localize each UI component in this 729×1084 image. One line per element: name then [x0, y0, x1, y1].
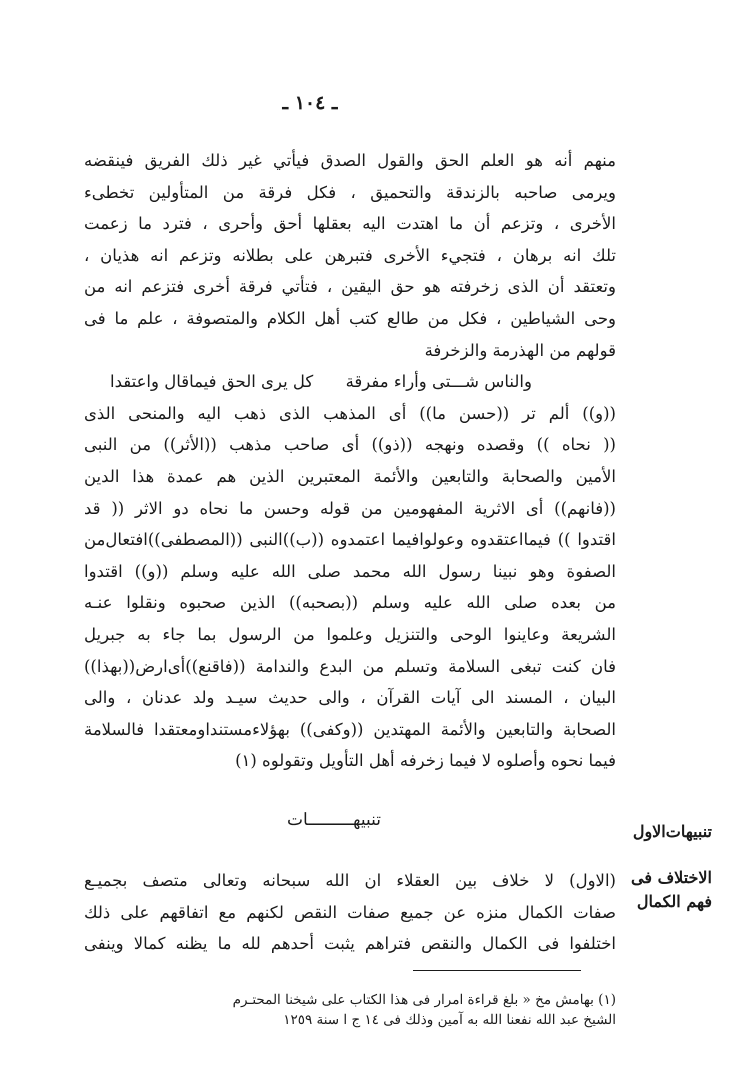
text-line: وحى الشياطين ، فكل من طالع كتب أهل الكلام والمتصوفة ، علم ما فى: [84, 308, 616, 328]
commentary-line: فان كنت تبغى السلامة وتسلم من البدع والندامة ((فاقنع))أى‌ارض((بهذا)): [84, 656, 616, 676]
commentary-line: فيما نحوه وأصلوه لا فيما زخرفه أهل التأويل وتقولوه (١): [235, 751, 616, 771]
text-line: صفات الكمال منزه عن جميع صفات النقص لكنهم مع اتفاقهم على ذلك: [84, 902, 616, 922]
footnote-divider: [413, 970, 581, 971]
main-text: [84, 145, 616, 777]
commentary-line: الأمين والصحابة والتابعين والأئمة المعتبرين الذين هم عمدة هذا الدين: [84, 466, 616, 486]
verse-line: [84, 366, 616, 398]
commentary-line: ((فانهم)) أى الاثرية المفهومين من قوله وحسن ما نحاه دو الاثر (( قد: [84, 498, 616, 518]
footnote: [84, 990, 616, 1030]
page-number: ـ ١٠٤ ـ: [282, 92, 338, 114]
section-heading: تنبيهـــــــــات: [287, 810, 381, 830]
text-line: منهم أنه هو العلم الحق والقول الصدق فيأتي غير ذلك الفريق فينقضه: [84, 151, 616, 170]
commentary-line: الصحابة والتابعين والأئمة المهتدين ((وكفى)) بهؤلاءمستنداومعتقدا فالسلامة: [84, 719, 616, 739]
text-line: ويرمى صاحبه بالزندقة والتحميق ، فكل فرقة من المتأولين تخطىء: [84, 182, 616, 202]
commentary-line: من بعده صلى الله عليه وسلم ((بصحبه)) الذين صحبوه ونقلوا عنـه: [84, 593, 616, 613]
text-line: (الاول) لا خلاف بين العقلاء ان الله سبحانه وتعالى متصف بجميـع: [84, 871, 616, 890]
margin-note-second: [612, 866, 712, 914]
margin-note-second-line: فهم الكمال: [636, 892, 712, 911]
verse-first-hemistich: والناس شـــتى وأراء مفرقة: [345, 372, 532, 392]
margin-note-first: تنبيهات‌الاول: [632, 822, 712, 841]
text-line: تلك انه برهان ، فتجيء الأخرى فتبرهن على بطلانه وتزعم انه هذيان ،: [84, 245, 616, 265]
second-text-block: [84, 865, 616, 960]
commentary-line: الصفوة وهو نبينا رسول الله محمد صلى الله عليه وسلم ((و)) اقتدوا: [84, 561, 616, 581]
text-line: وتعتقد أن الذى زخرفته هو حق اليقين ، فتأتي فرقة أخرى فتزعم انه من: [84, 277, 616, 297]
commentary-line: اقتدوا )) فيمااعتقدوه وعولوافيما اعتمدوه ((ب))النبى ((المصطفى))افتعال‌من: [84, 530, 616, 550]
commentary-line: الشريعة وعاينوا الوحى والتنزيل وعلموا من الرسول بما جاء به جبريل: [84, 624, 616, 644]
commentary-line: (( نحاه )) وقصده ونهجه ((ذو)) أى صاحب مذهب ((الأثر)) من النبى: [84, 435, 616, 455]
text-line: اختلفوا فى الكمال والنقص فتراهم يثبت أحدهم لله ما يظنه كمالا وينفى: [84, 934, 616, 954]
footnote-line: (١) بهامش مخ « بلغ قراءة امرار فى هذا الكتاب على شيخنا المحتـرم: [232, 992, 616, 1008]
footnote-line: الشيخ عبد الله نفعنا الله به آمين وذلك فى ١٤ ج ا سنة ١٢٥٩: [283, 1012, 616, 1028]
text-line: الأخرى ، وتزعم أن ما اهتدت اليه بعقلها أحق وأحرى ، فترد ما زعمت: [84, 214, 616, 234]
commentary-line: البيان ، المسند الى آيات القرآن ، والى حديث سيـد ولد عدنان ، والى: [84, 688, 616, 708]
verse-second-hemistich: كل يرى الحق فيماقال واعتقدا: [110, 372, 314, 392]
margin-note-second-line: الاختلاف فى: [631, 868, 712, 887]
commentary-line: ((و)) ألم تر ((حسن ما)) أى المذهب الذى ذهب اليه والمنحى الذى: [84, 403, 616, 423]
text-line: قولهم من الهذرمة والزخرفة: [424, 340, 616, 360]
